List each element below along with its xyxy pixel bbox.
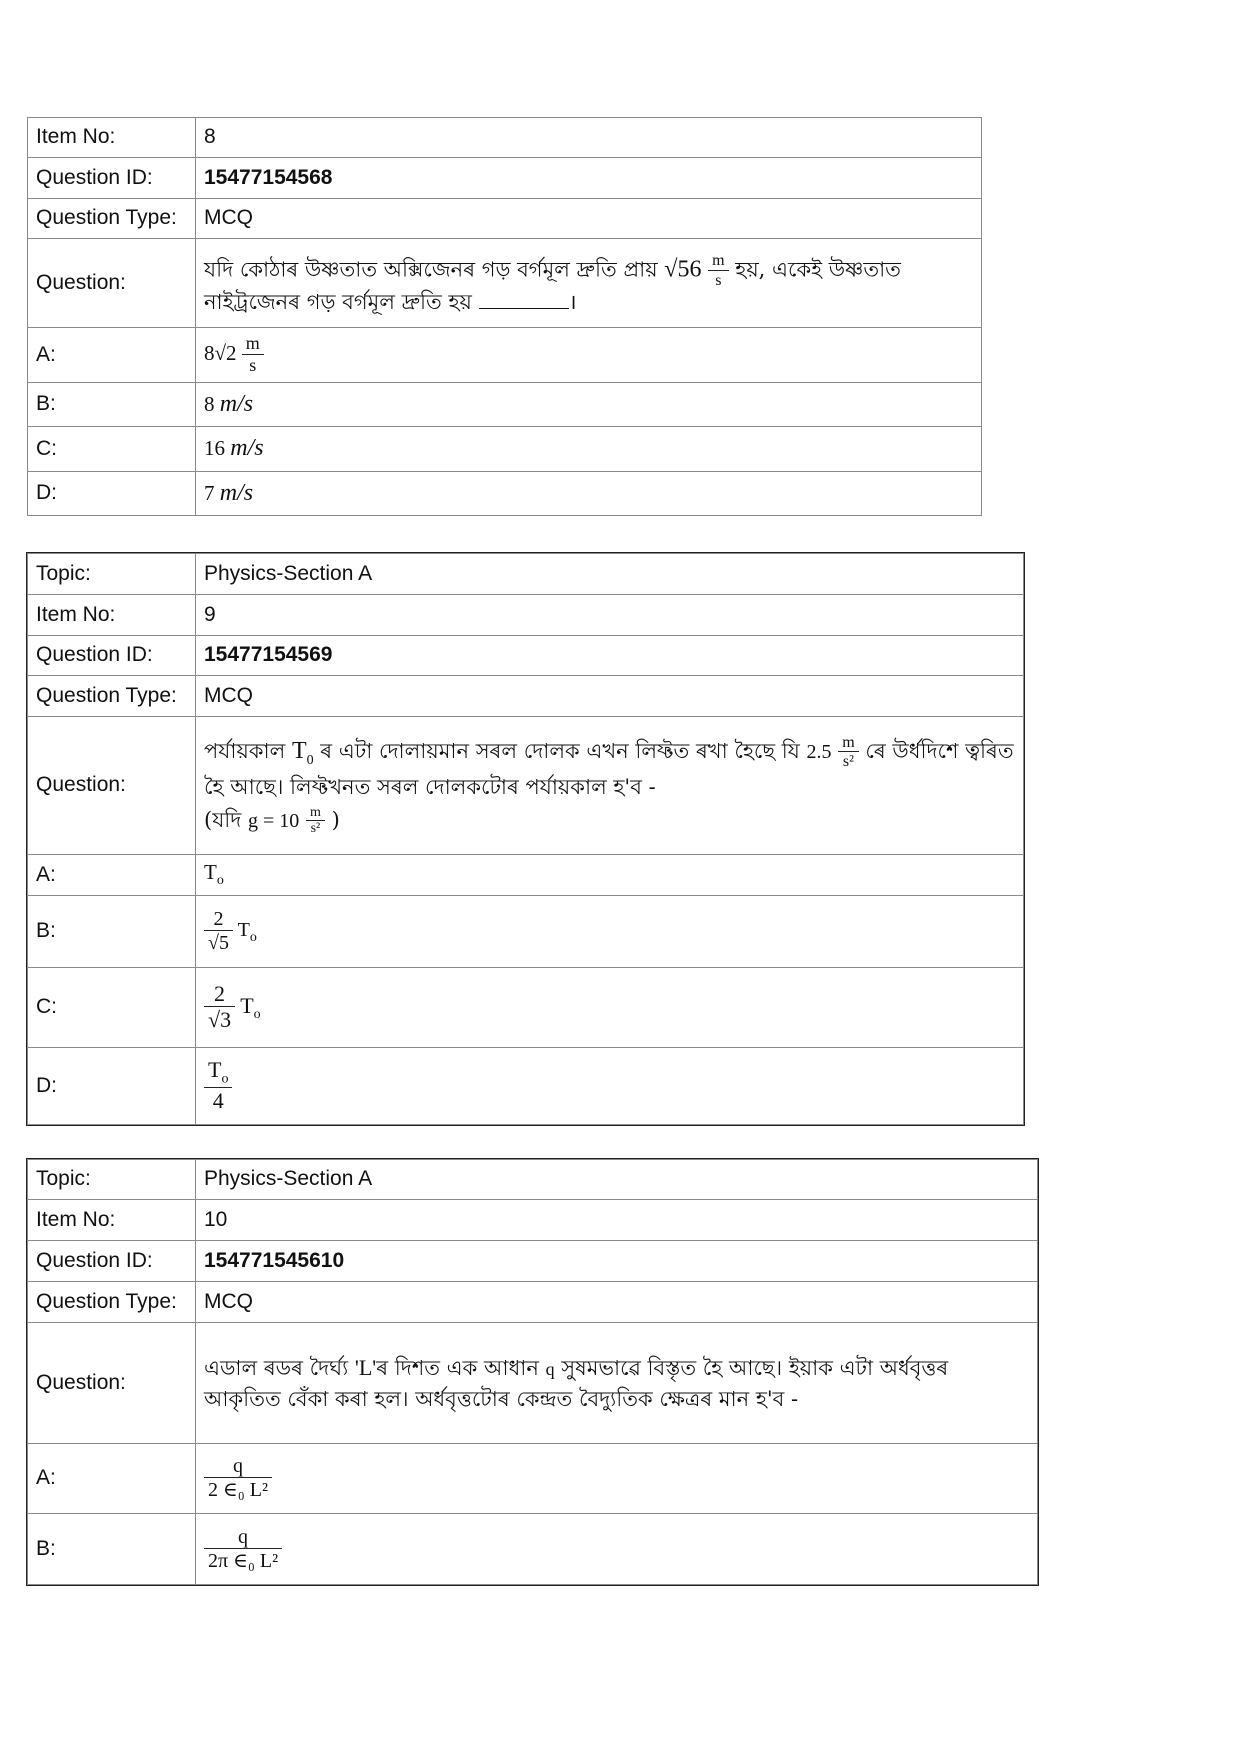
topic-value: Physics-Section A bbox=[196, 1160, 1038, 1200]
option-a-value bbox=[196, 1444, 1038, 1514]
option-b-value bbox=[196, 1514, 1038, 1585]
question-text-part2: হয়, একেই উষ্ণতাত নাইট্ৰজেনৰ গড় বৰ্গমূল দ্ৰুতি হয় bbox=[204, 257, 901, 314]
option-d-label: D: bbox=[28, 1048, 196, 1125]
row-option-c bbox=[28, 427, 982, 472]
row-option-a bbox=[28, 855, 1024, 896]
question-unit: $\frac{m}{s}$ bbox=[708, 252, 728, 290]
question-text bbox=[196, 717, 1024, 855]
question-var: $T_0$ bbox=[291, 737, 314, 768]
question-table-9 bbox=[27, 553, 1024, 1125]
option-b-value: $\frac{2}{√5}$ $T_o$ bbox=[196, 896, 1024, 968]
option-b-fraction: $\frac{2}{√5}$ bbox=[204, 908, 233, 955]
question-label: Question: bbox=[28, 717, 196, 855]
question-label: Question: bbox=[28, 239, 196, 328]
row-topic bbox=[28, 554, 1024, 595]
question-type-label: Question Type: bbox=[28, 676, 196, 717]
row-item-no bbox=[28, 118, 982, 158]
item-no-value: 10 bbox=[196, 1200, 1038, 1241]
question-id-value: 15477154568 bbox=[196, 158, 982, 199]
option-b-fraction: $\frac{q}{\text{2π ∈₀ L²}}$ bbox=[204, 1526, 282, 1573]
option-b-value: 8 m/s bbox=[196, 383, 982, 427]
row-option-d bbox=[28, 472, 982, 516]
question-text-part2: ৰ এটা দোলায়মান সৰল দোলক এখন লিফ্টত ৰখা হৈছে যি bbox=[320, 738, 800, 763]
question-label: Question: bbox=[28, 1323, 196, 1444]
row-question-id bbox=[28, 1241, 1038, 1282]
row-option-b bbox=[28, 1514, 1038, 1585]
row-option-b bbox=[28, 383, 982, 427]
option-c-label: C: bbox=[28, 427, 196, 472]
topic-label: Topic: bbox=[28, 1160, 196, 1200]
question-id-label: Question ID: bbox=[28, 636, 196, 676]
question-accel: 2.5 bbox=[806, 740, 832, 763]
question-charge: q bbox=[545, 1358, 555, 1379]
question-text-part2: ৰ দিশত এক আধান bbox=[376, 1355, 539, 1380]
row-topic bbox=[28, 1160, 1038, 1200]
row-option-d bbox=[28, 1048, 1024, 1125]
option-a-label: A: bbox=[28, 328, 196, 383]
question-value: √56 bbox=[664, 256, 702, 283]
option-a-unit: $\frac{m}{s}$ bbox=[242, 334, 264, 376]
option-b-label: B: bbox=[28, 383, 196, 427]
option-c-label: C: bbox=[28, 968, 196, 1048]
row-question bbox=[28, 239, 982, 328]
question-id-value: 15477154569 bbox=[196, 636, 1024, 676]
topic-value: Physics-Section A bbox=[196, 554, 1024, 595]
question-type-label: Question Type: bbox=[28, 1282, 196, 1323]
row-question bbox=[28, 1323, 1038, 1444]
question-type-value: MCQ bbox=[196, 199, 982, 239]
option-a-fraction: $\frac{q}{\text{2 ∈₀ L²}}$ bbox=[204, 1455, 272, 1502]
question-length: 'L' bbox=[354, 1354, 377, 1380]
option-a-number: 8√2 bbox=[204, 340, 237, 365]
option-d-value: 7 m/s bbox=[196, 472, 982, 516]
option-c-fraction: $\frac{2}{√3}$ bbox=[204, 982, 235, 1034]
question-id-label: Question ID: bbox=[28, 1241, 196, 1282]
question-text bbox=[196, 1323, 1038, 1444]
row-question-type bbox=[28, 676, 1024, 717]
item-no-label: Item No: bbox=[28, 118, 196, 158]
option-d-fraction: $\frac{T_o}{4}$ bbox=[204, 1058, 232, 1114]
question-text-part3: সুষমভাৱে বিস্তৃত হৈ আছে। ইয়াক এটা অৰ্ধবৃত্তৰ আকৃতিত বেঁকা কৰা হল। অৰ্ধবৃত্তটোৰ কেন্দ্ৰত বৈদ্যুতিক ক্ষেত্ৰৰ মান হ'ব - bbox=[204, 1355, 949, 1411]
answer-blank bbox=[479, 290, 569, 309]
question-cond-unit: $\frac{m}{\text{s²}}$ bbox=[306, 805, 325, 838]
row-question-type bbox=[28, 199, 982, 239]
row-question bbox=[28, 717, 1024, 855]
question-cond-close: ) bbox=[331, 807, 340, 832]
row-question-id bbox=[28, 158, 982, 199]
item-no-label: Item No: bbox=[28, 595, 196, 636]
option-a-label: A: bbox=[28, 1444, 196, 1514]
question-text-part3: ৰে উৰ্ধদিশে ত্বৰিত হৈ আছে। লিফ্টখনত সৰল দোলকটোৰ পৰ্যায়কাল হ'ব - bbox=[204, 738, 1014, 800]
row-option-c bbox=[28, 968, 1024, 1048]
question-table-8 bbox=[27, 117, 982, 516]
question-text-part1: এডাল ৰডৰ দৈৰ্ঘ্য bbox=[204, 1355, 349, 1380]
question-cond-open: (যদি bbox=[204, 807, 242, 832]
option-b-label: B: bbox=[28, 1514, 196, 1585]
question-type-value: MCQ bbox=[196, 676, 1024, 717]
option-c-value: $\frac{2}{√3}$ $T_o$ bbox=[196, 968, 1024, 1048]
row-question-type bbox=[28, 1282, 1038, 1323]
question-id-value: 154771545610 bbox=[196, 1241, 1038, 1282]
item-no-value: 9 bbox=[196, 595, 1024, 636]
item-no-value: 8 bbox=[196, 118, 982, 158]
question-cond-expr: g = 10 bbox=[248, 809, 300, 832]
option-a-value bbox=[196, 328, 982, 383]
option-a-value: $T_o$ bbox=[196, 855, 1024, 896]
question-text-part1: যদি কোঠাৰ উষ্ণতাত অক্সিজেনৰ গড় বৰ্গমূল দ্ৰুতি প্ৰায় bbox=[204, 257, 658, 282]
question-type-value: MCQ bbox=[196, 1282, 1038, 1323]
question-table-10 bbox=[27, 1159, 1038, 1585]
row-option-b bbox=[28, 896, 1024, 968]
question-type-label: Question Type: bbox=[28, 199, 196, 239]
row-item-no bbox=[28, 1200, 1038, 1241]
question-text bbox=[196, 239, 982, 328]
row-item-no bbox=[28, 595, 1024, 636]
question-end: । bbox=[568, 289, 577, 314]
option-c-value: 16 m/s bbox=[196, 427, 982, 472]
row-option-a bbox=[28, 328, 982, 383]
question-accel-unit: $\frac{m}{\text{s²}}$ bbox=[838, 734, 858, 772]
row-question-id bbox=[28, 636, 1024, 676]
row-option-a bbox=[28, 1444, 1038, 1514]
question-id-label: Question ID: bbox=[28, 158, 196, 199]
option-d-value bbox=[196, 1048, 1024, 1125]
option-b-label: B: bbox=[28, 896, 196, 968]
topic-label: Topic: bbox=[28, 554, 196, 595]
item-no-label: Item No: bbox=[28, 1200, 196, 1241]
option-d-label: D: bbox=[28, 472, 196, 516]
option-a-label: A: bbox=[28, 855, 196, 896]
question-text-part1: পৰ্যায়কাল bbox=[204, 738, 286, 763]
